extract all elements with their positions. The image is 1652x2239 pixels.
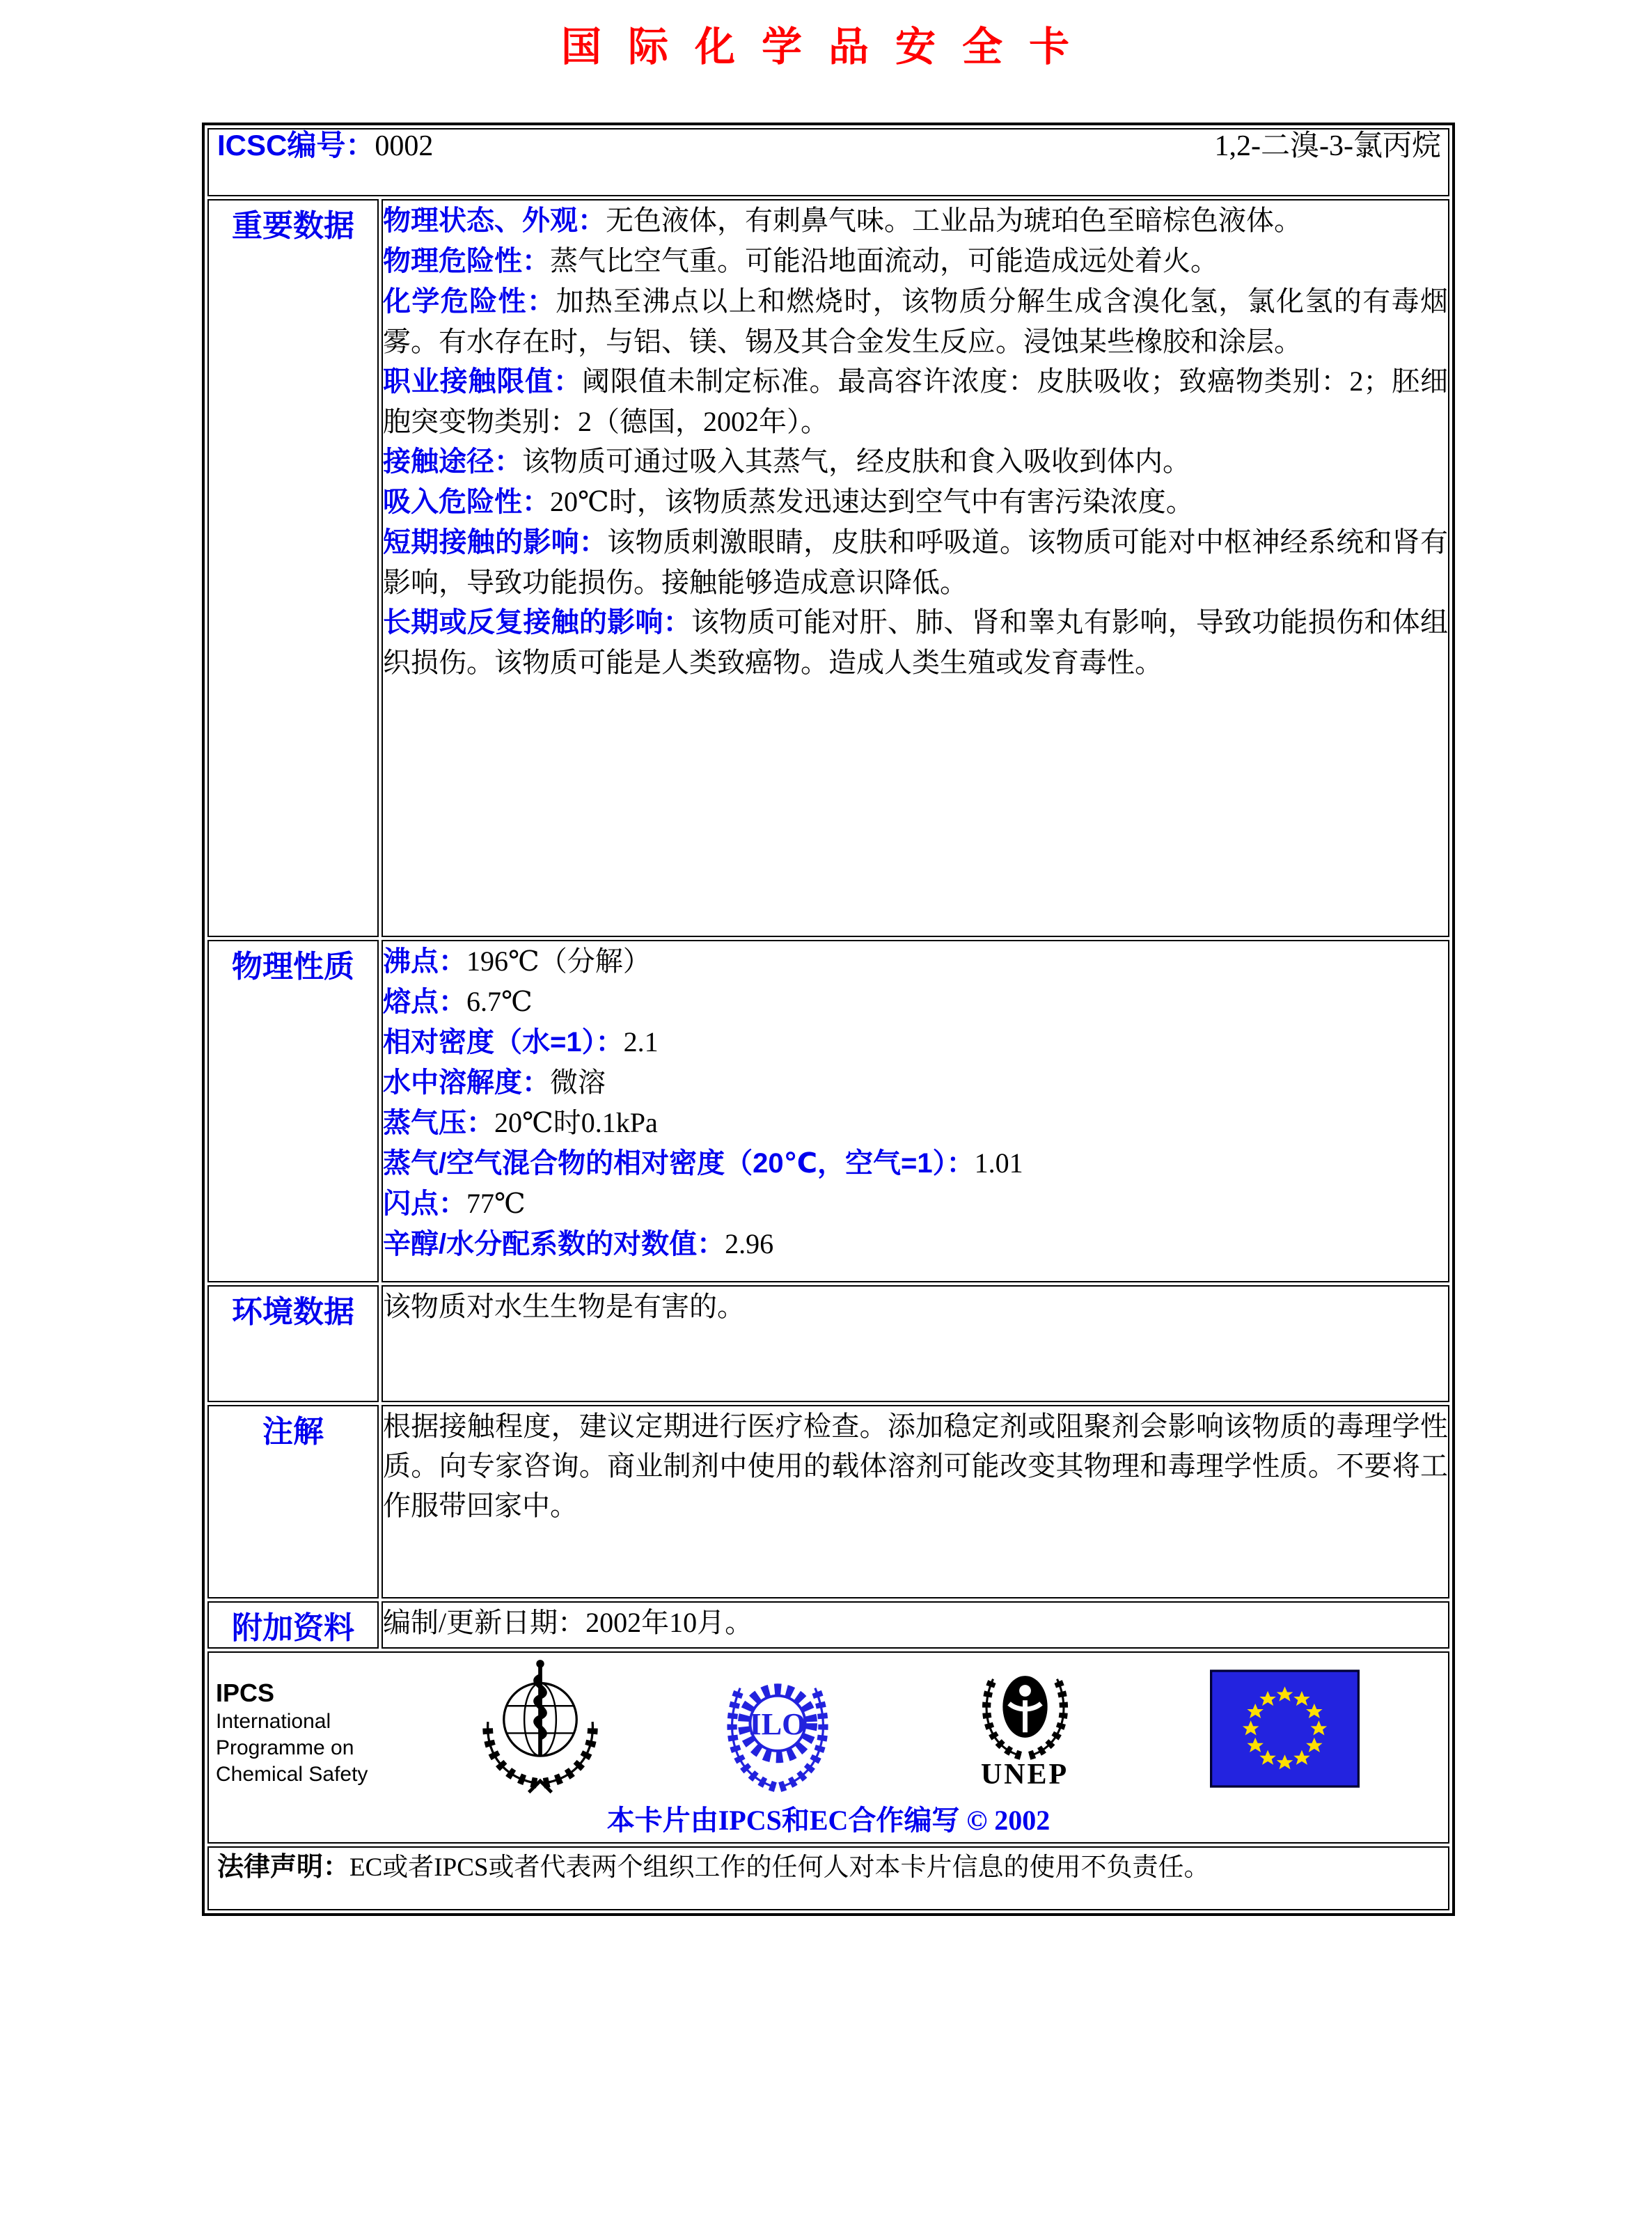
property-line	[383, 1184, 1448, 1224]
copyright-text: © 2002	[966, 1805, 1051, 1836]
property-line	[383, 1143, 1448, 1184]
property-line	[383, 281, 1448, 361]
property-value: 20℃时0.1kPa	[494, 1107, 658, 1138]
property-value: 蒸气比空气重。可能沿地面流动，可能造成远处着火。	[550, 245, 1218, 276]
organisation-logos	[209, 1653, 1448, 1842]
property-line	[383, 602, 1448, 682]
property-value: 编制/更新日期：2002年10月。	[383, 1607, 753, 1638]
property-value: 196℃（分解）	[466, 945, 651, 977]
property-value: 2.96	[725, 1228, 774, 1259]
who-emblem-icon	[472, 1656, 608, 1795]
chemical-name: 1,2-二溴-3-氯丙烷	[1214, 129, 1441, 162]
unep-block	[955, 1656, 1094, 1791]
property-value: 无色液体，有刺鼻气味。工业品为琥珀色至暗棕色液体。	[606, 205, 1302, 236]
important-data-row	[207, 199, 1449, 937]
property-value: 20℃时，该物质蒸发迅速达到空气中有害污染浓度。	[550, 486, 1194, 517]
property-key: 物理危险性：	[383, 246, 550, 276]
property-line	[383, 1287, 1448, 1326]
property-value: 该物质刺激眼睛，皮肤和呼吸道。该物质可能对中枢神经系统和肾有影响，导致功能损伤。接触能够造成意识降低。	[383, 526, 1449, 598]
property-line	[383, 241, 1448, 281]
section-label-notes: 注解	[262, 1415, 324, 1449]
property-key: 沸点：	[383, 946, 466, 977]
property-key: 长期或反复接触的影响：	[383, 607, 691, 638]
physical-properties-content	[381, 940, 1449, 1282]
section-label-additional-info: 附加资料	[232, 1611, 354, 1645]
property-line	[383, 482, 1448, 522]
ipcs-block	[216, 1678, 368, 1788]
additional-info-row	[207, 1601, 1449, 1649]
property-line	[383, 522, 1448, 602]
ipcs-line-3: Chemical Safety	[216, 1763, 368, 1786]
property-key: 物理状态、外观：	[383, 205, 606, 236]
property-value: 根据接触程度，建议定期进行医疗检查。添加稳定剂或阻聚剂会影响该物质的毒理学性质。向专家咨询。商业制剂中使用的载体溶剂可能改变其物理和毒理学性质。不要将工作服带回家中。	[383, 1411, 1448, 1521]
property-value: 该物质可能对肝、肺、肾和睾丸有影响，导致功能损伤和体组织损伤。该物质可能是人类致癌物。造成人类生殖或发育毒性。	[383, 606, 1449, 678]
section-label-physical-properties: 物理性质	[232, 950, 354, 984]
property-key: 职业接触限值：	[383, 366, 582, 397]
logos-row	[207, 1651, 1449, 1844]
property-line	[383, 941, 1448, 982]
property-key: 相对密度（水=1）：	[383, 1027, 624, 1058]
property-key: 辛醇/水分配系数的对数值：	[383, 1229, 725, 1259]
property-key: 蒸气/空气混合物的相对密度（20℃，空气=1）：	[383, 1148, 975, 1179]
property-key: 闪点：	[383, 1188, 466, 1219]
svg-text:ILO: ILO	[749, 1706, 806, 1742]
header-row	[207, 128, 1449, 196]
property-value: 1.01	[974, 1147, 1023, 1179]
notes-content	[381, 1405, 1449, 1598]
property-line	[383, 1022, 1448, 1062]
property-line	[383, 1603, 1448, 1642]
property-value: 77℃	[466, 1188, 526, 1219]
property-value: 6.7℃	[466, 986, 533, 1017]
property-value: 加热至沸点以上和燃烧时，该物质分解生成含溴化氢，氯化氢的有毒烟雾。有水存在时，与铝、镁、锡及其合金发生反应。浸蚀某些橡胶和涂层。	[383, 285, 1449, 357]
unep-emblem-icon	[961, 1656, 1089, 1760]
ipcs-title: IPCS	[216, 1679, 275, 1707]
page-title: 国际化学品安全卡	[560, 24, 1096, 70]
additional-info-content	[381, 1601, 1449, 1649]
unep-label: UNEP	[980, 1759, 1069, 1791]
legal-row	[207, 1846, 1449, 1910]
property-line	[383, 201, 1448, 241]
property-value: 2.1	[623, 1026, 659, 1058]
credit-text: 本卡片由IPCS和EC合作编写	[606, 1805, 960, 1836]
property-line	[383, 441, 1448, 482]
property-value: 微溶	[550, 1067, 606, 1098]
property-value: 阈限值未制定标准。最高容许浓度：皮肤吸收；致癌物类别：2；胚细胞突变物类别：2（德国，2002年）。	[383, 366, 1449, 437]
environmental-data-row	[207, 1285, 1449, 1402]
notes-row	[207, 1405, 1449, 1598]
icsc-number-label: ICSC编号：	[217, 129, 375, 162]
property-key: 蒸气压：	[383, 1108, 494, 1138]
environmental-data-content	[381, 1285, 1449, 1402]
property-line	[383, 1103, 1448, 1143]
ilo-emblem-icon	[711, 1658, 844, 1795]
eu-flag-icon	[1210, 1670, 1360, 1788]
icsc-table	[202, 123, 1455, 1916]
property-key: 水中溶解度：	[383, 1067, 550, 1098]
property-value: 该物质可通过吸入其蒸气，经皮肤和食入吸收到体内。	[522, 446, 1190, 477]
property-line	[383, 982, 1448, 1022]
legal-notice-label: 法律声明：	[217, 1853, 350, 1882]
property-key: 接触途径：	[383, 446, 522, 477]
important-data-content	[381, 199, 1449, 937]
icsc-number	[217, 129, 433, 162]
credit-line	[209, 1798, 1448, 1838]
property-line	[383, 361, 1448, 441]
physical-properties-row	[207, 940, 1449, 1282]
section-label-environmental-data: 环境数据	[232, 1295, 354, 1329]
property-line	[383, 1224, 1448, 1264]
ipcs-line-2: Programme on	[216, 1736, 354, 1759]
property-key: 短期接触的影响：	[383, 527, 608, 558]
property-line	[383, 1406, 1448, 1525]
ipcs-line-1: International	[216, 1710, 331, 1733]
legal-notice-text: EC或者IPCS或者代表两个组织工作的任何人对本卡片信息的使用不负责任。	[349, 1853, 1210, 1882]
card-header	[209, 129, 1448, 162]
icsc-number-value: 0002	[375, 130, 434, 162]
legal-notice	[209, 1848, 1448, 1885]
property-value: 该物质对水生生物是有害的。	[383, 1291, 745, 1322]
property-line	[383, 1062, 1448, 1103]
property-key: 熔点：	[383, 987, 466, 1017]
property-key: 化学危险性：	[383, 286, 556, 317]
property-key: 吸入危险性：	[383, 487, 550, 517]
section-label-important-data: 重要数据	[232, 209, 354, 243]
